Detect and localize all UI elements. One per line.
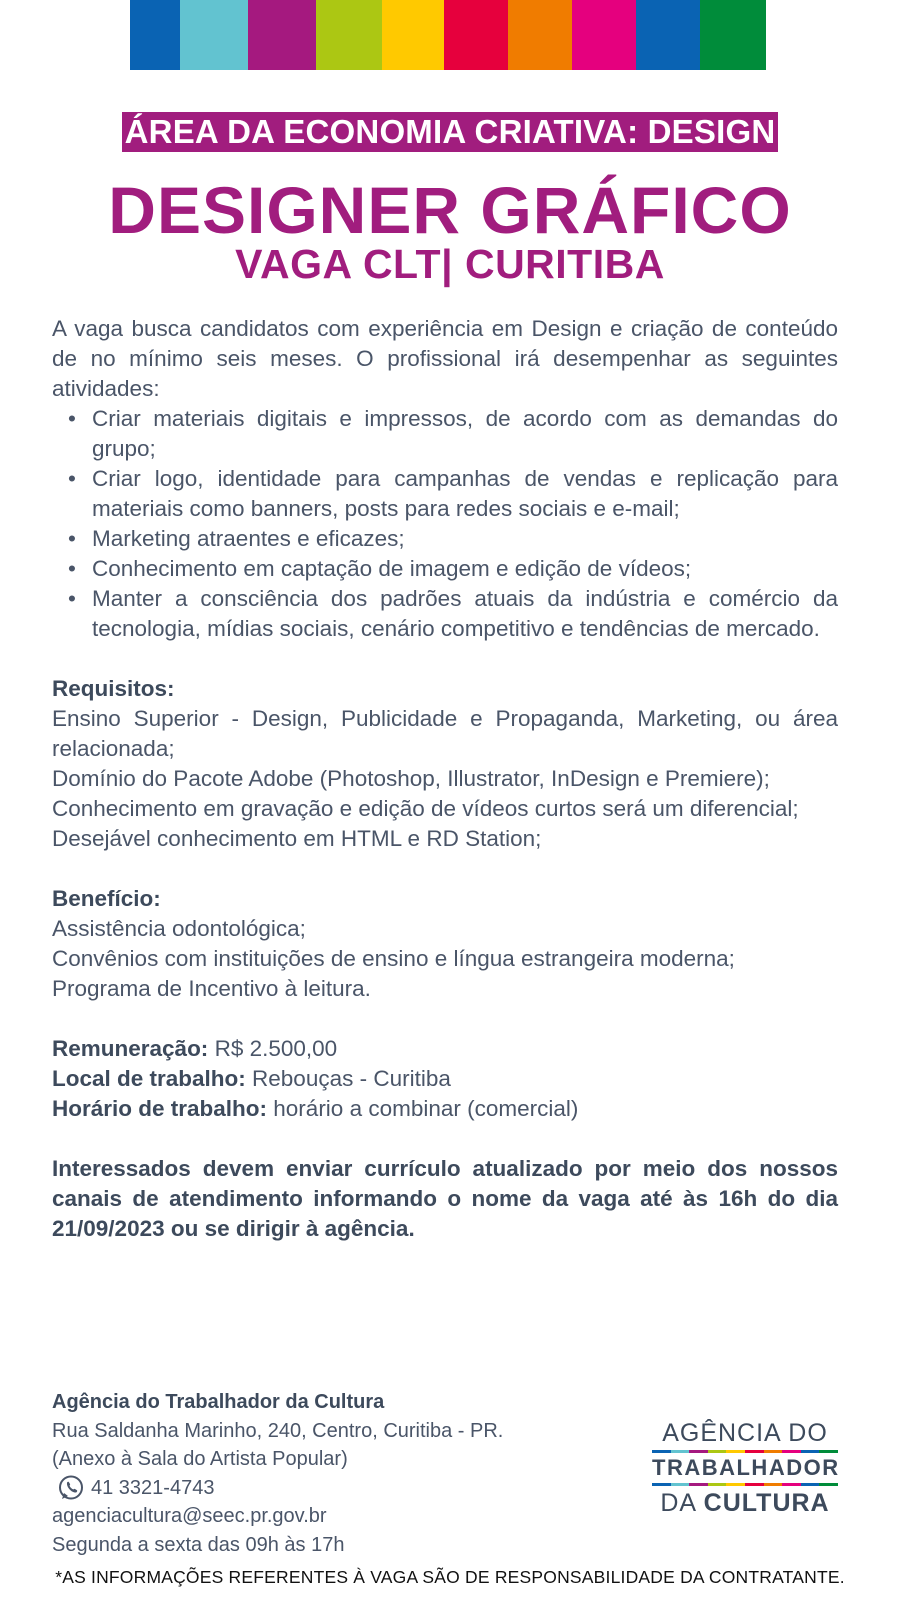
color-stripe [508, 0, 572, 70]
color-stripe [248, 0, 316, 70]
logo-stripe-segment [708, 1483, 727, 1486]
intro-paragraph: A vaga busca candidatos com experiência em Design e criação de conteúdo de no mínimo seis meses. O profissional irá desempenhar as seguintes atividades: [52, 316, 838, 401]
bullet-icon: • [68, 406, 76, 431]
job-subtitle: VAGA CLT| CURITIBA [235, 241, 665, 287]
spacer [52, 644, 838, 674]
color-stripe-banner [130, 0, 766, 70]
logo-stripe [652, 1483, 838, 1486]
logo-stripe-segment [708, 1450, 727, 1453]
color-stripe [316, 0, 382, 70]
phone-row [52, 1474, 612, 1503]
logo-line-3-bold: CULTURA [703, 1489, 830, 1517]
whatsapp-icon [57, 1474, 85, 1502]
email-link[interactable]: agenciacultura@seec.pr.gov.br [52, 1505, 327, 1527]
color-stripe [444, 0, 508, 70]
agency-name: Agência do Trabalhador da Cultura [52, 1391, 385, 1413]
activity-text: Conhecimento em captação de imagem e edição de vídeos; [92, 556, 692, 581]
area-tag: ÁREA DA ECONOMIA CRIATIVA: DESIGN [122, 112, 779, 152]
logo-stripe-segment [726, 1483, 745, 1486]
activity-text: Manter a consciência dos padrões atuais da indústria e comércio da tecnologia, mídias sociais, cenário competitivo e tendências de mercado. [92, 586, 838, 641]
color-stripe [636, 0, 700, 70]
color-stripe [130, 0, 180, 70]
list-item [68, 464, 838, 524]
activities-list [52, 404, 838, 644]
hours-value: horário a combinar (comercial) [267, 1096, 579, 1121]
logo-stripe-segment [652, 1483, 671, 1486]
logo-stripe-segment [782, 1450, 801, 1453]
job-description [52, 314, 838, 1244]
requirement-item: Domínio do Pacote Adobe (Photoshop, Illustrator, InDesign e Premiere); [52, 766, 770, 791]
salary-line [52, 1034, 838, 1064]
hours-label: Horário de trabalho: [52, 1096, 268, 1121]
logo-stripe-segment [745, 1450, 764, 1453]
list-item [68, 404, 838, 464]
benefit-item: Assistência odontológica; [52, 916, 306, 941]
logo-line-1: AGÊNCIA DO [662, 1419, 828, 1447]
bullet-icon: • [68, 526, 76, 551]
requirement-item: Conhecimento em gravação e edição de vídeos curtos será um diferencial; [52, 796, 799, 821]
benefit-item: Programa de Incentivo à leitura. [52, 976, 371, 1001]
call-to-action: Interessados devem enviar currículo atualizado por meio dos nossos canais de atendimento informando o nome da vaga até às 16h do dia 21/09/2023 ou se dirigir à agência. [52, 1156, 838, 1241]
opening-hours: Segunda a sexta das 09h às 17h [52, 1533, 345, 1556]
logo-stripe-segment [671, 1483, 690, 1486]
activity-text: Criar materiais digitais e impressos, de acordo com as demandas do grupo; [92, 406, 838, 461]
logo-stripe-segment [726, 1450, 745, 1453]
list-item [68, 524, 838, 554]
requirement-item: Ensino Superior - Design, Publicidade e Propaganda, Marketing, ou área relacionada; [52, 706, 838, 761]
logo-stripe-segment [745, 1483, 764, 1486]
list-item [68, 584, 838, 644]
color-stripe [700, 0, 766, 70]
logo-stripe-segment [819, 1483, 838, 1486]
benefit-item: Convênios com instituições de ensino e língua estrangeira moderna; [52, 946, 735, 971]
logo-stripe-segment [652, 1450, 671, 1453]
hours-line [52, 1094, 838, 1124]
benefits-heading: Benefício: [52, 886, 161, 911]
logo-line-3 [652, 1488, 838, 1518]
spacer [52, 1004, 838, 1034]
logo-stripe-segment [764, 1483, 783, 1486]
bullet-icon: • [68, 466, 76, 491]
list-item [68, 554, 838, 584]
logo-stripe-segment [764, 1450, 783, 1453]
salary-label: Remuneração: [52, 1036, 209, 1061]
contact-block [52, 1388, 612, 1559]
disclaimer: *AS INFORMAÇÕES REFERENTES À VAGA SÃO DE RESPONSABILIDADE DA CONTRATANTE. [55, 1567, 845, 1587]
agency-logo [652, 1418, 838, 1518]
job-title: DESIGNER GRÁFICO [108, 173, 792, 247]
area-tag-container [0, 112, 900, 152]
activity-text: Criar logo, identidade para campanhas de vendas e replicação para materiais como banners, posts para redes sociais e e-mail; [92, 466, 838, 521]
logo-stripe-segment [801, 1450, 820, 1453]
logo-stripe-segment [689, 1483, 708, 1486]
phone-number[interactable]: 41 3321-4743 [91, 1476, 215, 1499]
logo-line-2: TRABALHADOR [652, 1455, 840, 1480]
logo-stripe-segment [801, 1483, 820, 1486]
requirement-item: Desejável conhecimento em HTML e RD Station; [52, 826, 542, 851]
logo-stripe-segment [782, 1483, 801, 1486]
logo-line-3-light: DA [660, 1489, 704, 1517]
logo-stripe [652, 1450, 838, 1453]
bullet-icon: • [68, 586, 76, 611]
address-note: (Anexo à Sala do Artista Popular) [52, 1448, 348, 1470]
spacer [52, 854, 838, 884]
logo-stripe-segment [689, 1450, 708, 1453]
location-label: Local de trabalho: [52, 1066, 246, 1091]
address: Rua Saldanha Marinho, 240, Centro, Curitiba - PR. [52, 1419, 504, 1442]
activity-text: Marketing atraentes e eficazes; [92, 526, 405, 551]
color-stripe [180, 0, 248, 70]
bullet-icon: • [68, 556, 76, 581]
salary-value: R$ 2.500,00 [208, 1036, 338, 1061]
spacer [52, 1124, 838, 1154]
color-stripe [382, 0, 444, 70]
location-line [52, 1064, 838, 1094]
requirements-heading: Requisitos: [52, 676, 175, 701]
logo-stripe-segment [671, 1450, 690, 1453]
color-stripe [572, 0, 636, 70]
location-value: Rebouças - Curitiba [245, 1066, 451, 1091]
logo-stripe-segment [819, 1450, 838, 1453]
